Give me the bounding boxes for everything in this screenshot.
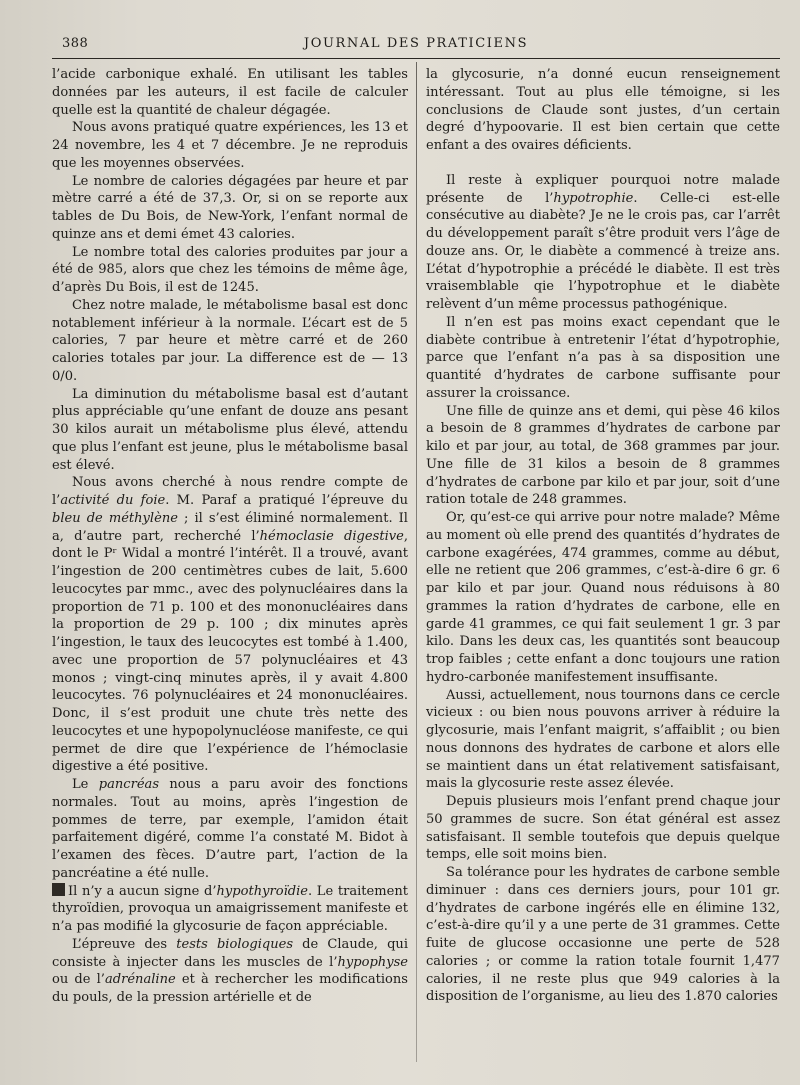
emphasis: bleu de méthylène	[52, 510, 178, 526]
paragraph: La diminution du métabolisme basal est d’autant plus appréciable qu’une enfant de douze ans pesant 30 kilos aurait un métabolisme plus élevé, attendu que plus l’enfant est jeune, plus le métabolisme basal est élevé.	[52, 386, 408, 473]
paragraph: Depuis plusieurs mois l’enfant prend chaque jour 50 grammes de sucre. Son état général est assez satisfaisant. Il semble toutefois que depuis quelque temps, elle soit moins bien.	[426, 794, 780, 863]
paragraph: la glycosurie, n’a donné eucun renseignement intéressant. Tout au plus elle témoigne, si les conclusions de Claude sont justes, d’un certain degré d’hypoovarie. Il est bien certain que cette enfant a des ovaires déficients.	[426, 67, 780, 153]
paragraph: Nous avons cherché à nous rendre compte de l’activité du foie. M. Paraf a pratiqué l’épreuve du bleu de méthylène ; il s’est éliminé normalement. Il a, d’autre part, recherché l’hémoclasie digestive, dont le Pʳ Widal a montré l’intérêt. Il a trouvé, avant l’ingestion de 200 centimètres cubes de lait, 5.600 leucocytes par mmc., avec des polynucléaires dans la proportion de 71 p. 100 et des mononucléaires dans la proportion de 29 p. 100 ; dix minutes après l’ingestion, le taux des leucocytes est tombé à 1.400, avec une proportion de 57 polynucléaires et 43 monos ; vingt-cinq minutes après, il y avait 4.800 leucocytes. 76 polynucléaires et 24 mononucléaires. Donc, il s’est produit une chute très nette des leucocytes et une hypopolynucléose manifeste, ce qui permet de dire que l’expérience de l’hémoclasie digestive a été positive.	[52, 475, 408, 775]
paragraph: Le pancréas nous a paru avoir des fonctions normales. Tout au moins, après l’ingestion de pommes de terre, par exemple, l’amidon était parfaitement digéré, comme l’a constaté M. Bidot à l’examen des fèces. D’autre part, l’action de la pancréatine a été nulle.	[52, 777, 408, 881]
paragraph: l’acide carbonique exhalé. En utilisant les tables données par les auteurs, il est facile de calculer quelle est la quantité de chaleur dégagée.	[52, 67, 408, 118]
emphasis: hémoclasie digestive	[259, 528, 404, 544]
emphasis: hypophyse	[337, 954, 408, 970]
paragraph: Il reste à expliquer pourquoi notre malade présente de l’hypotrophie. Celle-ci est-elle consécutive au diabète? Je ne le crois pas, car l’arrêt du développement paraît s’être produit vers l’âge de douze ans. Or, le diabète a commencé à treize ans. L’état d’hypotrophie a précédé le diabète. Il est très vraisemblable qie l’hypotrophue et le diabète relèvent d’un même processus pathogénique.	[426, 172, 780, 312]
ink-mark-icon	[52, 883, 65, 896]
paragraph: L’épreuve des tests biologiques de Claude, qui consiste à injecter dans les muscles de l’hypophyse ou de l’adrénaline et à rechercher les modifications du pouls, de la pression artérielle et de	[52, 936, 408, 1005]
page-header	[52, 34, 780, 59]
right-column	[426, 66, 780, 1006]
column-divider	[416, 62, 417, 1062]
paragraph: Une fille de quinze ans et demi, qui pèse 46 kilos a besoin de 8 grammes d’hydrates de carbone par kilo et par jour, au total, de 368 grammes par jour. Une fille de 31 kilos a besoin de 8 grammes d’hydrates de carbone par kilo et par jour, soit d’une ration totale de 248 grammes.	[426, 403, 780, 508]
paragraph: Le nombre de calories dégagées par heure et par mètre carré a été de 37,3. Or, si on se reporte aux tables de Du Bois, de New-York, l’enfant normal de quinze ans et demi émet 43 calories.	[52, 173, 408, 242]
paragraph: Le nombre total des calories produites par jour a été de 985, alors que chez les témoins de même âge, d’après Du Bois, il est de 1245.	[52, 244, 408, 295]
left-column	[52, 66, 408, 1007]
emphasis: activité du foie	[60, 493, 166, 508]
paragraph: Chez notre malade, le métabolisme basal est donc notablement inférieur à la normale. L’écart est de 5 calories, 7 par heure et mètre carré et de 260 calories totales par jour. La difference est de — 13 0/0.	[52, 297, 408, 384]
running-head: JOURNAL DES PRATICIENS	[303, 36, 529, 51]
emphasis: pancréas	[98, 777, 160, 792]
paragraph: Aussi, actuellement, nous tournons dans ce cercle vicieux : ou bien nous pouvons arriver à réduire la glycosurie, mais l’enfant maigrit, s’affaiblit ; ou bien nous donnons des hydrates de carbone et alors elle se maintient dans un état relativement satisfaisant, mais la glycosurie reste assez élevée.	[426, 687, 780, 792]
emphasis: hypothyroïdie	[216, 883, 308, 899]
paragraph: Sa tolérance pour les hydrates de carbone semble diminuer : dans ces derniers jours, pour 101 gr. d’hydrates de carbone ingérés elle en élimine 132, c’est-à-dire qu’il y a une perte de 31 grammes. Cette fuite de glucose occasionne une perte de 528 calories ; or comme la ration totale fournit 1,477 calories, il ne reste plus que 949 calories à la disposition de l’organisme, au lieu des 1.870 calories	[426, 865, 780, 1005]
emphasis: tests biologiques	[176, 936, 294, 952]
emphasis: adrénaline	[104, 972, 176, 988]
paragraph: Il n’en est pas moins exact cependant que le diabète contribue à entretenir l’état d’hypotrophie, parce que l’enfant n’a pas à sa disposition une quantité d’hydrates de carbone suffisante pour assurer la croissance.	[426, 314, 780, 401]
paragraph: Or, qu’est-ce qui arrive pour notre malade? Même au moment où elle prend des quantités d’hydrates de carbone exagérées, 474 grammes, comme au début, elle ne retient que 206 grammes, c’est-à-dire 6 gr. 6 par kilo et par jour. Quand nous réduisons à 80 grammes la ration d’hydrates de carbone, elle en garde 41 grammes, ce qui fait seulement 1 gr. 3 par kilo. Dans les deux cas, les quantités sont beaucoup trop faibles ; cette enfant a donc toujours une ration hydro-carbonée manifestement insuffisante.	[426, 510, 780, 685]
emphasis: hypotrophie	[553, 190, 634, 206]
paragraph: Il n’y a aucun signe d’hypothyroïdie. Le traitement thyroïdien, provoqua un amaigrissement manifeste et n’a pas modifié la glycosurie de façon appréciable.	[52, 883, 408, 934]
page-number: 388	[62, 36, 89, 51]
paragraph: Nous avons pratiqué quatre expériences, les 13 et 24 novembre, les 4 et 7 décembre. Je ne reproduis que les moyennes observées.	[52, 120, 408, 171]
